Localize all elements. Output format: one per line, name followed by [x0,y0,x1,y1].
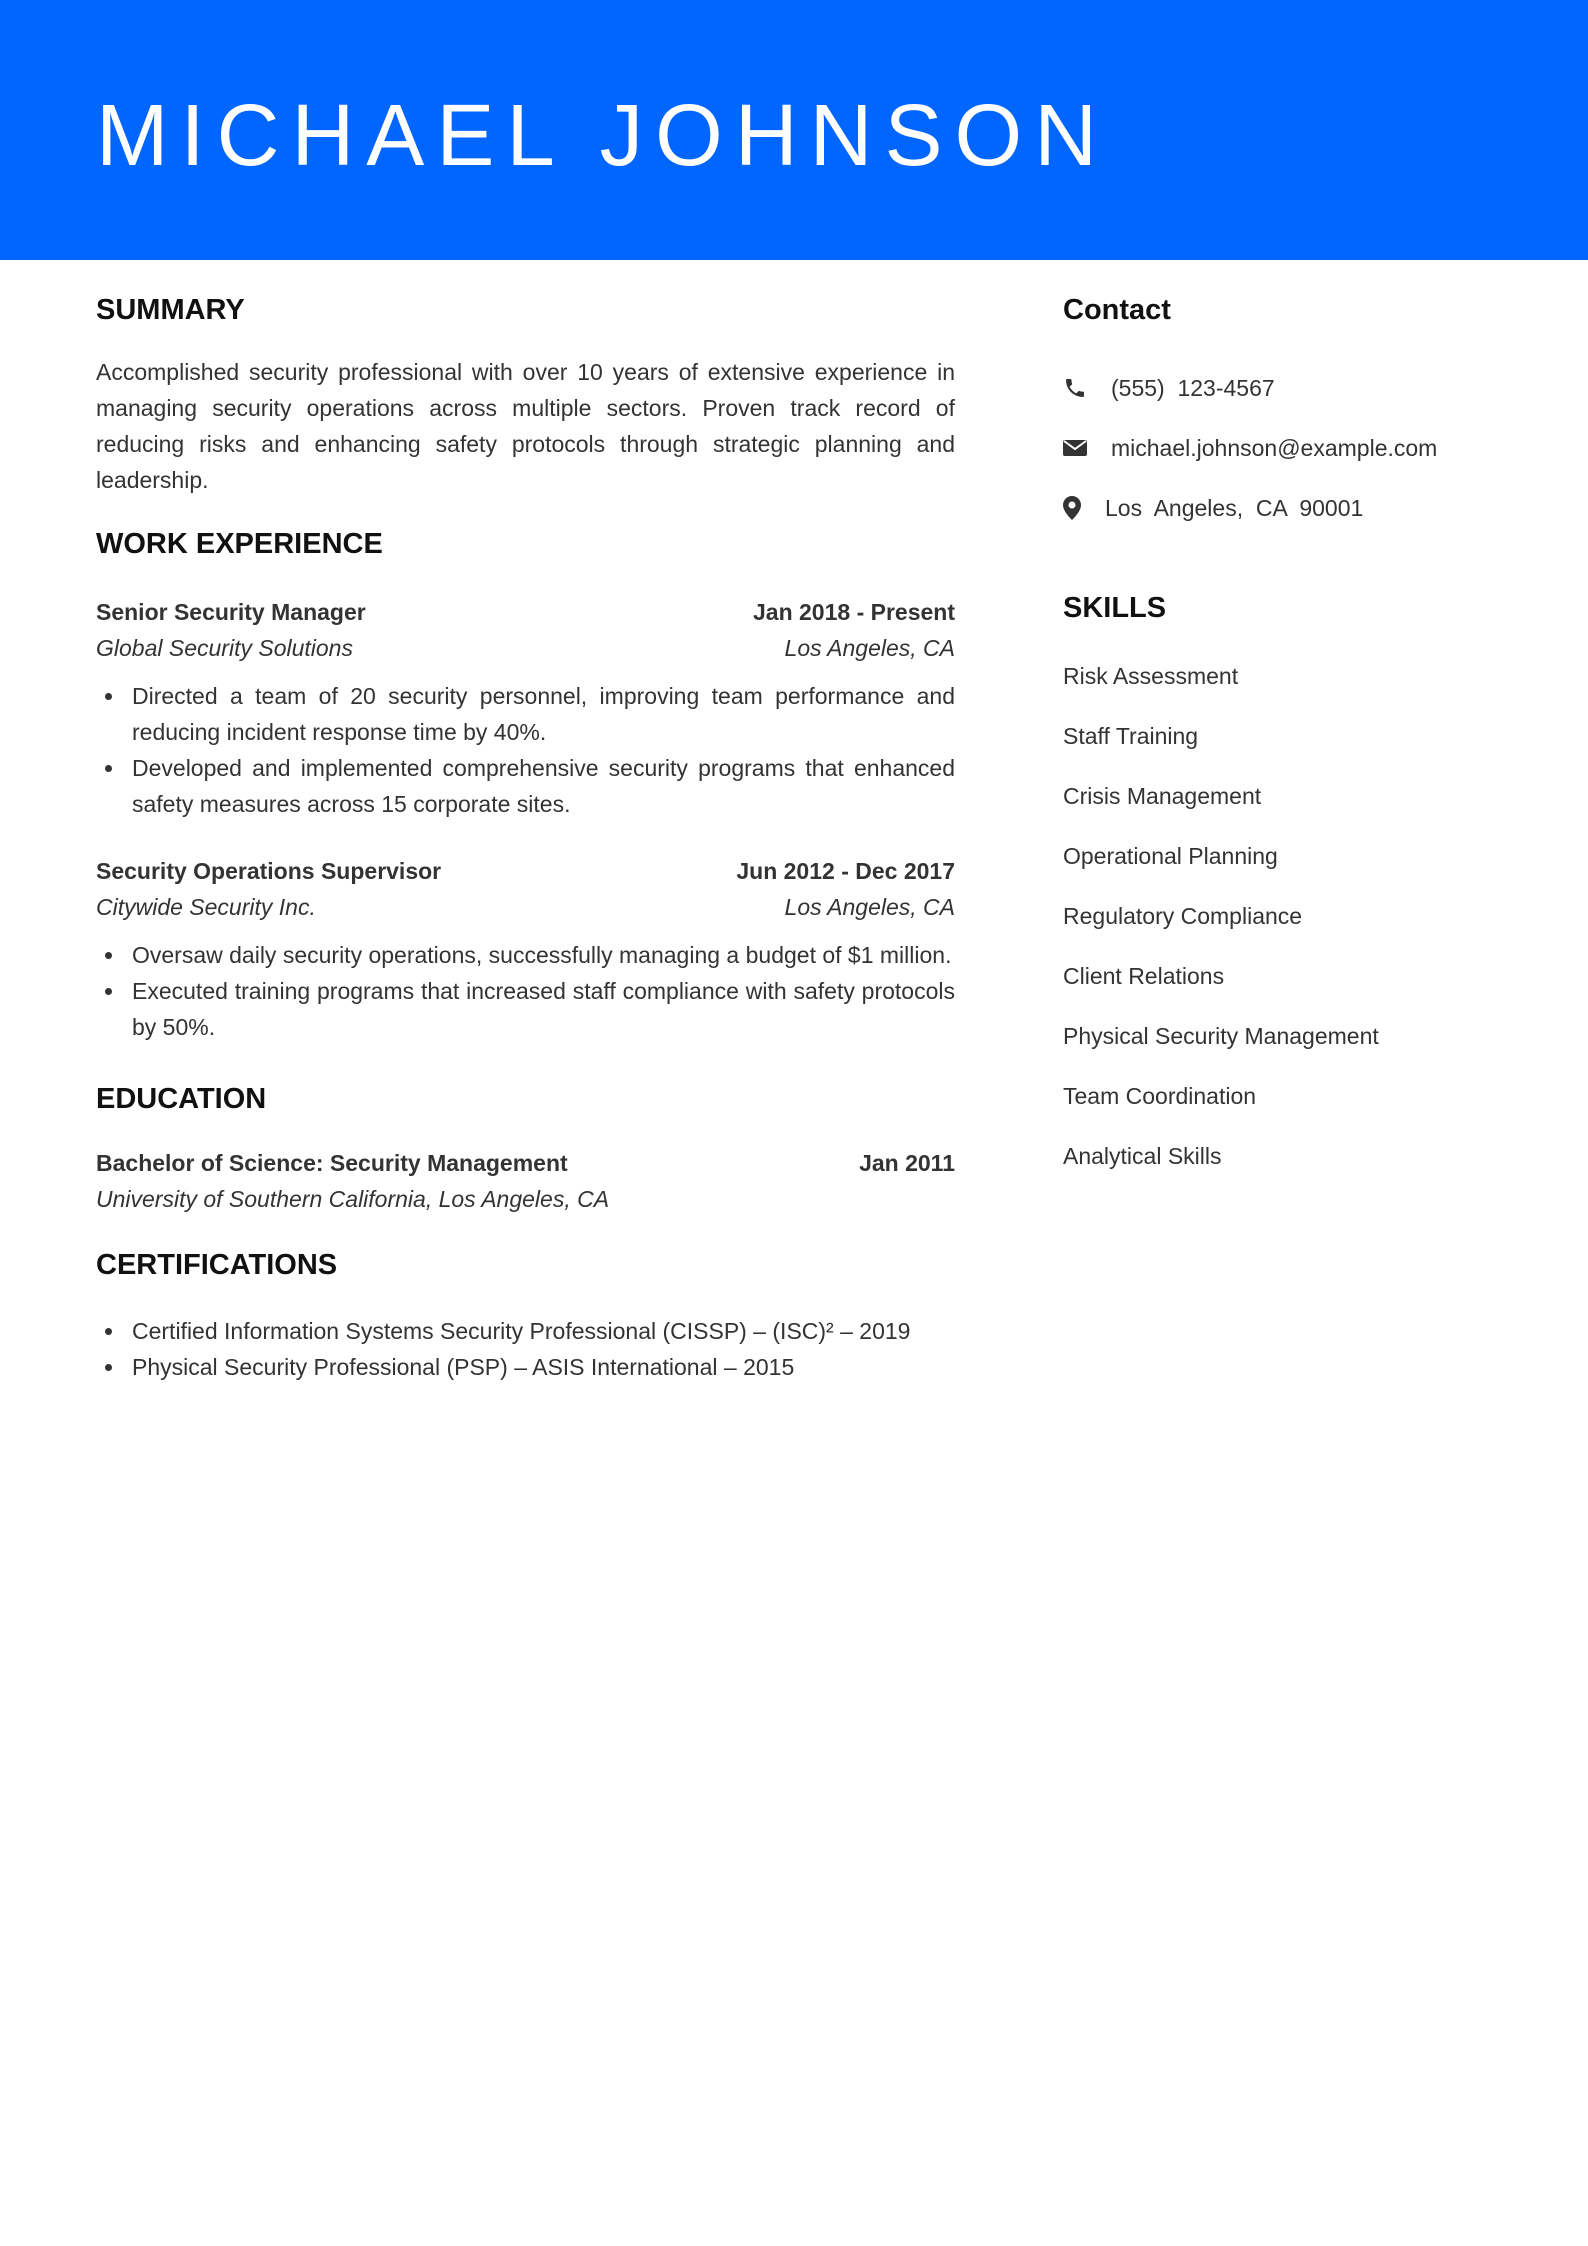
experience-heading: WORK EXPERIENCE [96,528,383,560]
job-dates: Jan 2018 - Present [752,599,955,625]
contact-location: Los Angeles, CA 90001 [1105,495,1364,521]
skill-item: Regulatory Compliance [1063,903,1303,929]
contact-email[interactable]: michael.johnson@example.com [1111,435,1438,461]
summary-section [96,292,955,498]
job-entry [96,594,955,822]
job-bullets [96,678,955,822]
education-school: University of Southern California, Los Angeles, CA [96,1186,610,1212]
contact-section [1063,292,1503,526]
skill-item: Team Coordination [1063,1083,1257,1109]
map-pin-icon [1063,496,1105,520]
main-column [96,260,955,1385]
skill-item: Risk Assessment [1063,663,1239,689]
job-company: Global Security Solutions [96,635,353,661]
job-entry [96,853,955,1045]
contact-email-row [1063,430,1503,466]
envelope-icon [1063,438,1111,458]
education-row [96,1145,955,1181]
certifications-list [96,1313,955,1385]
education-heading: EDUCATION [96,1083,267,1115]
contact-heading: Contact [1063,294,1171,326]
sidebar-column [1063,260,1503,1198]
skill-item: Operational Planning [1063,843,1278,869]
phone-icon [1063,376,1111,400]
experience-section [96,526,955,1045]
education-degree: Bachelor of Science: Security Management [96,1150,568,1176]
skill-item: Crisis Management [1063,783,1262,809]
job-company-row [96,889,955,925]
job-bullets [96,937,955,1045]
job-bullet: Oversaw daily security operations, successfully managing a budget of $1 million. [96,937,955,973]
skills-heading: SKILLS [1063,592,1167,624]
contact-phone-row [1063,370,1503,406]
contact-phone[interactable]: (555) 123-4567 [1111,375,1275,401]
certification-item: Physical Security Professional (PSP) – ASIS International – 2015 [96,1349,955,1385]
skill-item: Client Relations [1063,963,1225,989]
skills-section [1063,590,1503,1198]
candidate-name: MICHAEL JOHNSON [96,87,1110,184]
job-header-row [96,853,955,889]
job-title: Security Operations Supervisor [96,858,442,884]
job-company-row [96,630,955,666]
job-bullet: Executed training programs that increased staff compliance with safety protocols by 50%. [96,973,955,1045]
summary-text: Accomplished security professional with over 10 years of extensive experience in managing security operations across multiple sectors. Proven track record of reducing risks and enhancing safety protocols through strategic planning and leadership. [96,359,955,493]
education-date: Jan 2011 [859,1150,955,1176]
job-title: Senior Security Manager [96,599,366,625]
skill-item: Staff Training [1063,723,1199,749]
job-dates: Jun 2012 - Dec 2017 [736,858,955,884]
job-bullet: Developed and implemented comprehensive security programs that enhanced safety measures across 15 corporate sites. [96,750,955,822]
job-location: Los Angeles, CA [784,635,955,661]
skills-list [1063,658,1503,1198]
certifications-heading: CERTIFICATIONS [96,1249,338,1281]
job-bullet: Directed a team of 20 security personnel, improving team performance and reducing incident response time by 40%. [96,678,955,750]
certifications-section [96,1247,955,1385]
education-school-row [96,1181,955,1217]
contact-location-row [1063,490,1503,526]
skill-item: Physical Security Management [1063,1023,1379,1049]
job-header-row [96,594,955,630]
skill-item: Analytical Skills [1063,1143,1222,1169]
job-location: Los Angeles, CA [784,894,955,920]
summary-heading: SUMMARY [96,294,245,326]
education-section [96,1081,955,1217]
header-banner [0,0,1588,260]
certification-item: Certified Information Systems Security Professional (CISSP) – (ISC)² – 2019 [96,1313,955,1349]
job-company: Citywide Security Inc. [96,894,316,920]
